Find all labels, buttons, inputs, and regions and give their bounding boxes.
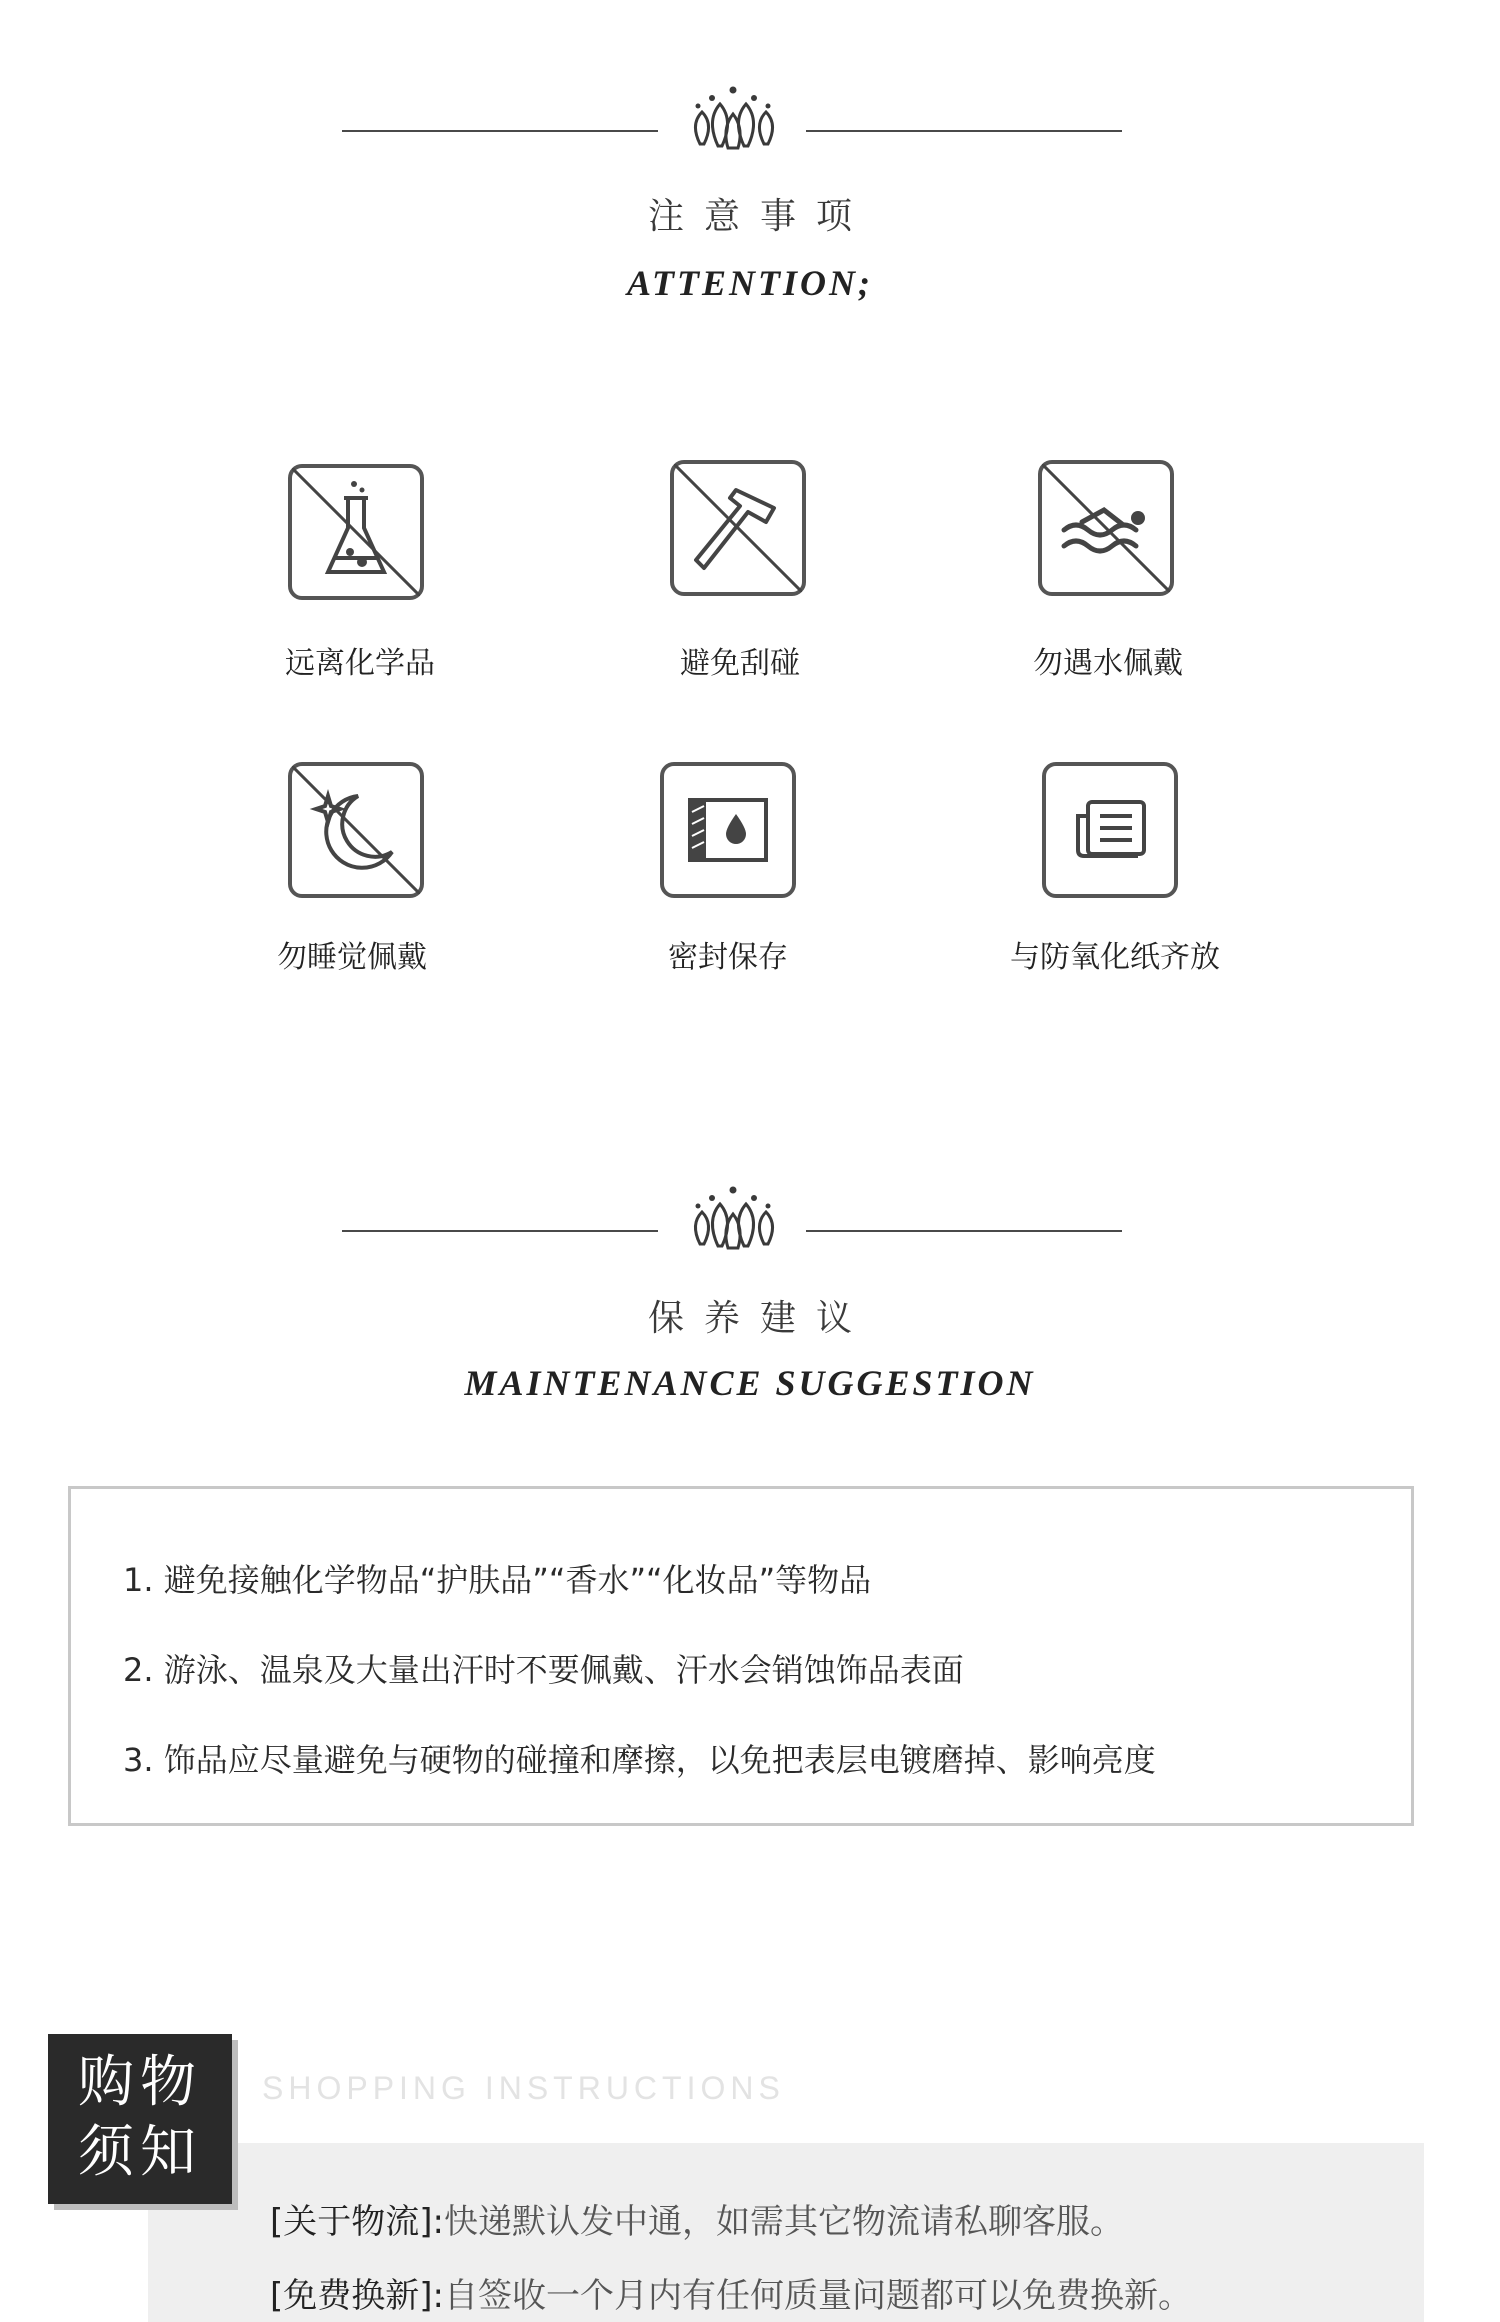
anti-oxidation-paper-label: 与防氧化纸齐放 <box>1010 940 1220 975</box>
shopping-line-text: 快递默认发中通，如需其它物流请私聊客服。 <box>443 2202 1124 2242</box>
maintenance-title-cn: 保养建议 <box>647 1298 872 1339</box>
crown-ornament-icon <box>688 1184 778 1254</box>
shopping-line-exchange <box>270 2268 1192 2317</box>
shopping-badge-line1: 购物 <box>78 2050 202 2115</box>
maintenance-item-1: 1. 避免接触化学物品“护肤品”“香水”“化妆品”等物品 <box>123 1561 872 1599</box>
maintenance-title-en: MAINTENANCE SUGGESTION <box>464 1363 1036 1403</box>
maintenance-item-3: 3. 饰品应尽量避免与硬物的碰撞和摩擦，以免把表层电镀磨掉、影响亮度 <box>123 1741 1156 1779</box>
maintenance-divider-left <box>342 1230 658 1232</box>
shopping-badge <box>48 2034 232 2204</box>
attention-title-en: ATTENTION; <box>627 263 873 303</box>
no-swimming-label: 勿遇水佩戴 <box>1033 646 1183 681</box>
anti-oxidation-paper-icon <box>1042 762 1178 898</box>
shopping-line-text: 自签收一个月内有任何质量问题都可以免费换新。 <box>443 2276 1192 2316</box>
maintenance-list <box>68 1486 1414 1826</box>
shopping-badge-line2: 须知 <box>78 2120 202 2185</box>
shopping-line-tag: [关于物流]: <box>270 2202 444 2242</box>
maintenance-item-2: 2. 游泳、温泉及大量出汗时不要佩戴、汗水会销蚀饰品表面 <box>123 1651 964 1689</box>
sealed-storage-label: 密封保存 <box>668 940 788 975</box>
no-hammer-label: 避免刮碰 <box>680 646 800 681</box>
shopping-title-en: SHOPPING INSTRUCTIONS <box>262 2070 785 2106</box>
attention-divider-right <box>806 130 1122 132</box>
no-chemicals-icon <box>288 464 424 600</box>
sealed-storage-icon <box>660 762 796 898</box>
shopping-line-tag: [免费换新]: <box>270 2276 444 2316</box>
attention-divider-left <box>342 130 658 132</box>
no-chemicals-label: 远离化学品 <box>285 646 435 681</box>
shopping-line-logistics <box>270 2194 1124 2243</box>
no-sleeping-label: 勿睡觉佩戴 <box>277 940 427 975</box>
no-hammer-icon <box>670 460 806 596</box>
no-sleeping-icon <box>288 762 424 898</box>
maintenance-divider-right <box>806 1230 1122 1232</box>
attention-title-cn: 注意事项 <box>647 196 872 237</box>
crown-ornament-icon <box>688 84 778 154</box>
no-swimming-icon <box>1038 460 1174 596</box>
